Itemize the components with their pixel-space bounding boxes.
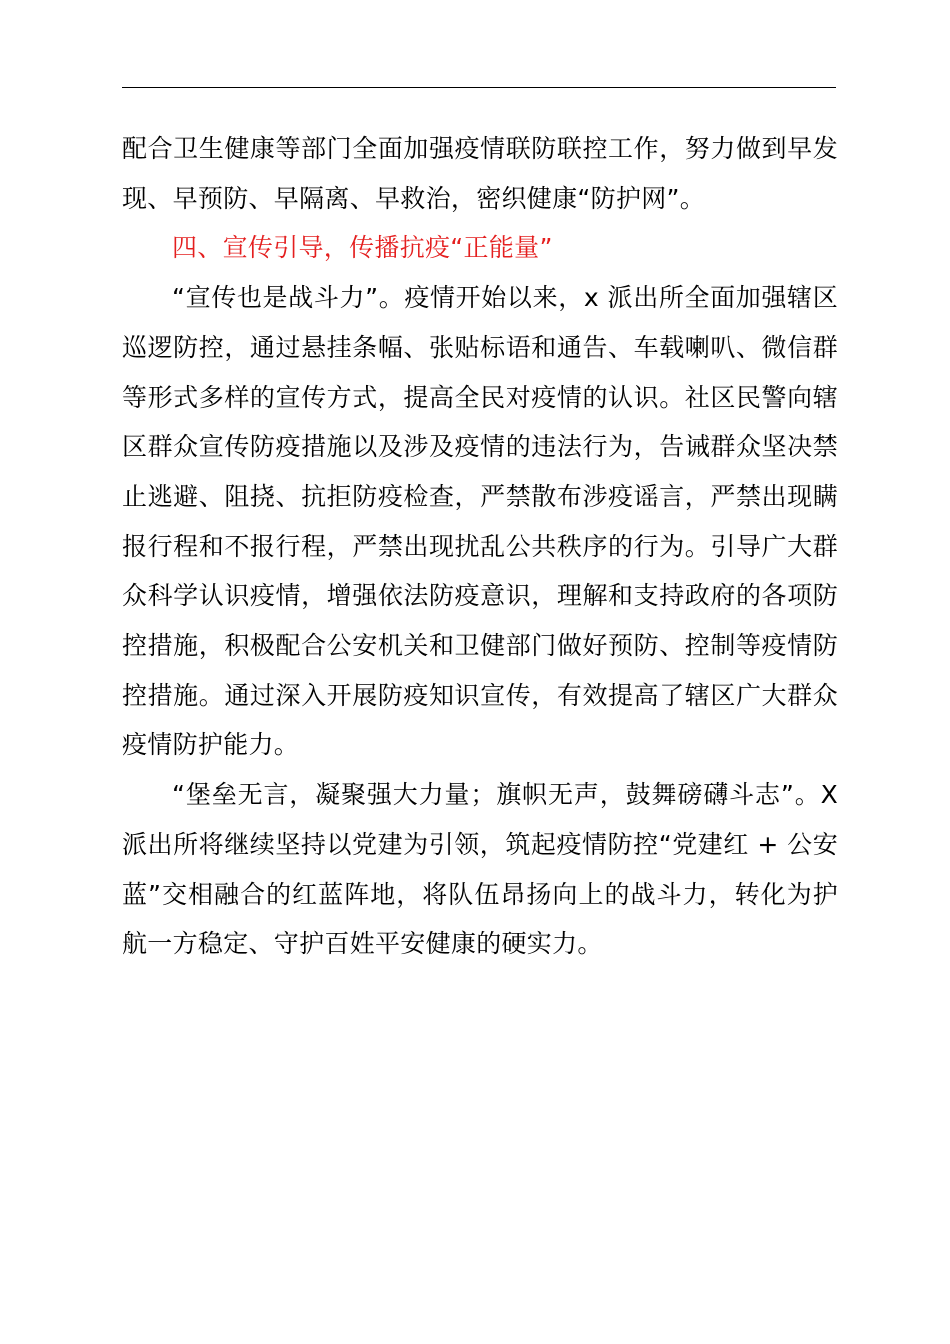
- section-heading: 四、宣传引导，传播抗疫“正能量”: [172, 233, 553, 263]
- paragraph-continuation: 配合卫生健康等部门全面加强疫情联防联控工作，努力做到早发现、早预防、早隔离、早救治，密织健康“防护网”。: [122, 134, 838, 213]
- header-rule: [122, 87, 836, 88]
- paragraph-conclusion: “堡垒无言，凝聚强大力量；旗帜无声，鼓舞磅礴斗志”。X 派出所将继续坚持以党建为引领，筑起疫情防控“党建红 + 公安蓝”交相融合的红蓝阵地，将队伍昂扬向上的战斗力，转化为护航一方稳定、守护百姓平安健康的硬实力。: [122, 780, 838, 959]
- document-body: [122, 124, 838, 969]
- paragraph-publicity: “宣传也是战斗力”。疫情开始以来，x 派出所全面加强辖区巡逻防控，通过悬挂条幅、张贴标语和通告、车载喇叭、微信群等形式多样的宣传方式，提高全民对疫情的认识。社区民警向辖区群众宣传防疫措施以及涉及疫情的违法行为，告诫群众坚决禁止逃避、阻挠、抗拒防疫检查，严禁散布涉疫谣言，严禁出现瞒报行程和不报行程，严禁出现扰乱公共秩序的行为。引导广大群众科学认识疫情，增强依法防疫意识，理解和支持政府的各项防控措施，积极配合公安机关和卫健部门做好预防、控制等疫情防控措施。通过深入开展防疫知识宣传，有效提高了辖区广大群众疫情防护能力。: [122, 283, 838, 760]
